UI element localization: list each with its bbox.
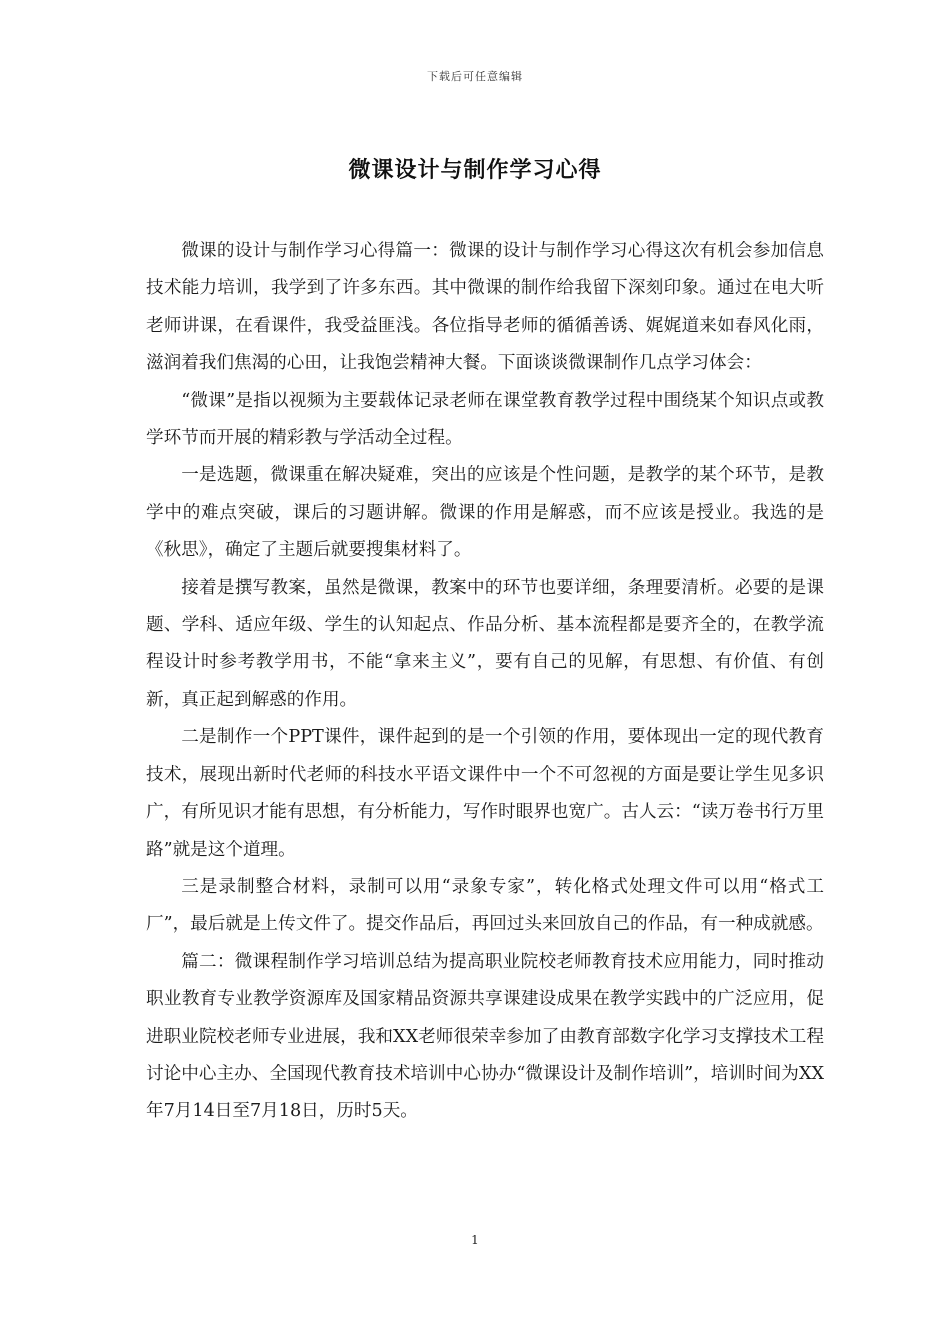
paragraph: 一是选题，微课重在解决疑难，突出的应该是个性问题，是教学的某个环节，是教学中的难点突破，课后的习题讲解。微课的作用是解惑，而不应该是授业。我选的是《秋思》，确定了主题后就要搜集材料了。 bbox=[146, 465, 824, 561]
paragraph: “微课”是指以视频为主要载体记录老师在课堂教育教学过程中围绕某个知识点或教学环节而开展的精彩教与学活动全过程。 bbox=[146, 390, 824, 449]
header-note: 下载后可任意编辑 bbox=[427, 70, 523, 83]
paragraph: 微课的设计与制作学习心得篇一：微课的设计与制作学习心得这次有机会参加信息技术能力培训，我学到了许多东西。其中微课的制作给我留下深刻印象。通过在电大听老师讲课，在看课件，我受益匪浅。各位指导老师的循循善诱、娓娓道来如春风化雨，滋润着我们焦渴的心田，让我饱尝精神大餐。下面谈谈微课制作几点学习体会： bbox=[146, 241, 824, 374]
paragraph: 三是录制整合材料，录制可以用“录象专家”，转化格式处理文件可以用“格式工厂”，最后就是上传文件了。提交作品后，再回过头来回放自己的作品，有一种成就感。 bbox=[146, 876, 824, 935]
paragraph: 二是制作一个PPT课件，课件起到的是一个引领的作用，要体现出一定的现代教育技术，展现出新时代老师的科技水平语文课件中一个不可忽视的方面是要让学生见多识广，有所见识才能有思想，有分析能力，写作时眼界也宽广。古人云：“读万卷书行万里路”就是这个道理。 bbox=[146, 727, 824, 860]
document-title: 微课设计与制作学习心得 bbox=[348, 157, 602, 183]
paragraph: 接着是撰写教案，虽然是微课，教案中的环节也要详细，条理要清析。必要的是课题、学科、适应年级、学生的认知起点、作品分析、基本流程都是要齐全的，在教学流程设计时参考教学用书，不能“拿来主义”，要有自己的见解，有思想、有价值、有创新，真正起到解惑的作用。 bbox=[146, 577, 824, 710]
paragraph: 篇二：微课程制作学习培训总结为提高职业院校老师教育技术应用能力，同时推动职业教育专业教学资源库及国家精品资源共享课建设成果在教学实践中的广泛应用，促进职业院校老师专业进展，我和XX老师很荣幸参加了由教育部数字化学习支撑技术工程讨论中心主办、全国现代教育技术培训中心协办“微课设计及制作培训”，培训时间为XX年7月14日至7月18日，历时5天。 bbox=[146, 951, 824, 1122]
page-number: 1 bbox=[471, 1233, 479, 1247]
document-body bbox=[146, 233, 824, 1131]
